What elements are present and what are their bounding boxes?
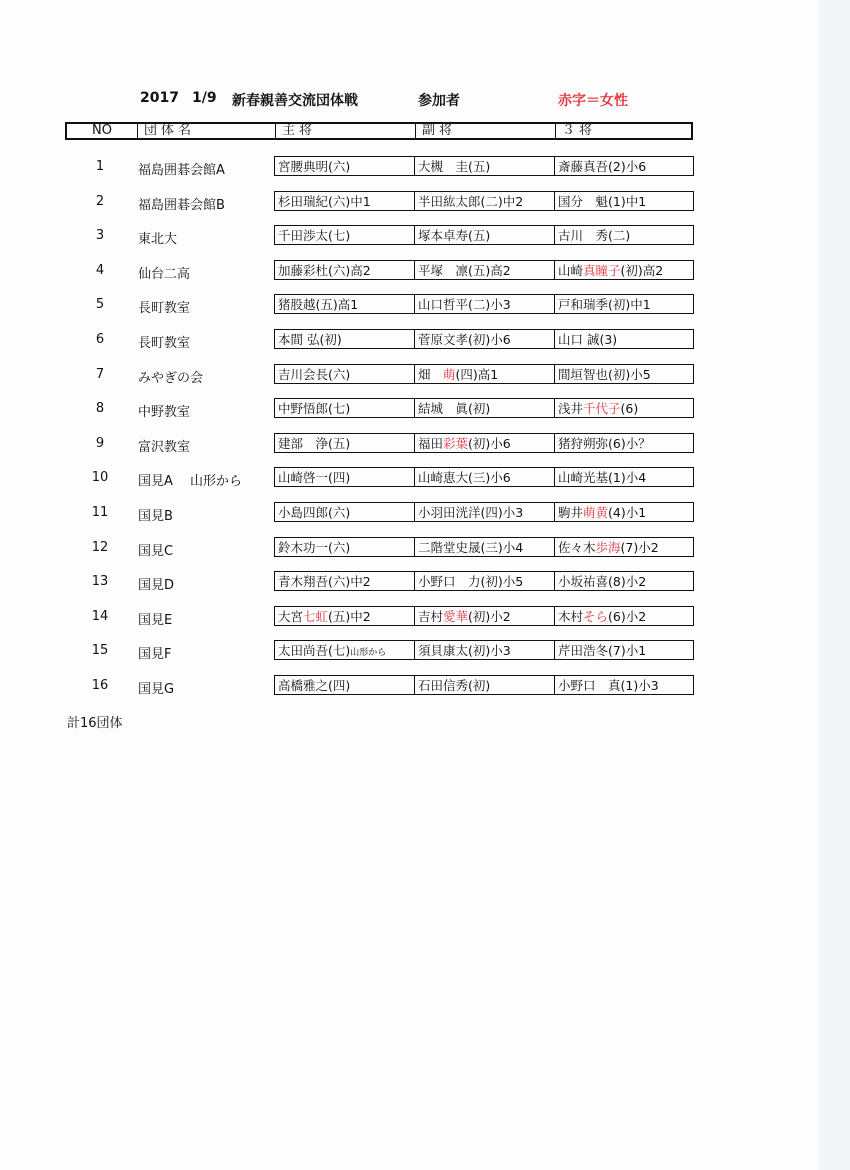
captain-cell bbox=[278, 643, 386, 659]
female-name-segment: 彩葉 bbox=[443, 435, 469, 451]
cell-divider bbox=[414, 399, 415, 417]
vice-captain-cell bbox=[418, 678, 490, 694]
team-name: 中野教室 bbox=[138, 405, 191, 421]
table-row bbox=[0, 225, 700, 247]
captain-cell bbox=[278, 159, 350, 175]
table-row bbox=[0, 260, 700, 282]
team-name: 長町教室 bbox=[138, 336, 191, 351]
team-name: 長町教室 bbox=[138, 301, 191, 317]
name-segment: 小島四郎(六) bbox=[278, 505, 351, 520]
title-date: 1/9 bbox=[192, 90, 217, 106]
row-number: 14 bbox=[91, 608, 109, 624]
row-number: 7 bbox=[95, 366, 105, 382]
team-name: 仙台二高 bbox=[138, 266, 191, 282]
cell-divider bbox=[554, 192, 555, 210]
cell-divider bbox=[554, 607, 555, 625]
name-segment: 青木翔吾(六)中2 bbox=[278, 574, 371, 590]
cell-divider bbox=[554, 365, 555, 383]
captain-cell bbox=[278, 367, 350, 383]
team-name: 富沢教室 bbox=[138, 439, 191, 455]
female-name-segment: 萌 bbox=[443, 366, 456, 382]
name-segment: (五)中2 bbox=[328, 608, 371, 624]
third-player-cell bbox=[558, 297, 651, 313]
vice-captain-cell bbox=[418, 436, 511, 452]
players-box bbox=[274, 156, 694, 176]
name-segment: 菅原文孝(初)小6 bbox=[418, 332, 511, 347]
name-segment: 半田紘太郎(二)中2 bbox=[418, 193, 524, 209]
name-segment: 宮腰典明(六) bbox=[278, 159, 351, 174]
title-participants: 参加者 bbox=[418, 93, 460, 109]
name-segment: 山口哲平(二)小3 bbox=[418, 297, 511, 313]
cell-divider bbox=[414, 468, 415, 486]
table-row bbox=[0, 364, 700, 386]
cell-divider bbox=[414, 607, 415, 625]
third-player-cell bbox=[558, 194, 646, 210]
name-segment: 駒井 bbox=[558, 505, 584, 520]
players-box bbox=[274, 433, 694, 453]
row-number: 9 bbox=[95, 435, 105, 451]
total-count: 計16団体 bbox=[67, 716, 123, 731]
players-box bbox=[274, 606, 694, 626]
name-segment: 山崎恵大(三)小6 bbox=[418, 470, 511, 486]
players-box bbox=[274, 225, 694, 245]
name-segment: 大宮 bbox=[278, 608, 304, 624]
third-player-cell bbox=[558, 540, 659, 556]
name-segment: 小坂祐喜(8)小2 bbox=[558, 574, 647, 590]
row-number: 16 bbox=[91, 678, 109, 693]
name-segment: (6) bbox=[620, 401, 639, 417]
players-box bbox=[274, 191, 694, 211]
legend-female-note: 赤字＝女性 bbox=[558, 93, 628, 109]
row-number: 2 bbox=[95, 193, 105, 209]
header-captain: 主将 bbox=[275, 124, 416, 138]
vice-captain-cell bbox=[418, 643, 511, 659]
name-segment: 吉村 bbox=[418, 608, 444, 624]
table-row bbox=[0, 640, 700, 662]
team-name: 国見F bbox=[138, 647, 172, 663]
row-number: 6 bbox=[95, 332, 105, 347]
captain-cell bbox=[278, 401, 350, 417]
cell-divider bbox=[414, 503, 415, 521]
players-box bbox=[274, 467, 694, 487]
table-row bbox=[0, 156, 700, 178]
title-event: 新春親善交流団体戦 bbox=[232, 93, 358, 109]
name-segment: 佐々木 bbox=[558, 539, 596, 555]
table-row bbox=[0, 467, 700, 489]
name-segment: 間垣智也(初)小5 bbox=[558, 366, 651, 382]
team-name: みやぎの会 bbox=[138, 370, 204, 386]
third-player-cell bbox=[558, 678, 659, 694]
third-player-cell bbox=[558, 228, 630, 244]
table-row bbox=[0, 675, 700, 697]
third-player-cell bbox=[558, 609, 646, 625]
female-name-segment: 萌黄 bbox=[583, 505, 609, 520]
players-box bbox=[274, 537, 694, 557]
cell-divider bbox=[554, 468, 555, 486]
row-number: 1 bbox=[95, 159, 105, 174]
name-segment: 猪股越(五)高1 bbox=[278, 297, 359, 313]
cell-divider bbox=[554, 295, 555, 313]
row-number: 3 bbox=[95, 228, 105, 244]
captain-cell bbox=[278, 228, 350, 244]
cell-divider bbox=[414, 365, 415, 383]
name-segment: 大槻 圭(五) bbox=[418, 159, 491, 174]
third-player-cell bbox=[558, 643, 646, 659]
third-player-cell bbox=[558, 263, 663, 279]
third-player-cell bbox=[558, 367, 651, 383]
name-segment: 猪狩朔弥(6)小？ bbox=[558, 435, 651, 451]
name-segment: 福田 bbox=[418, 435, 444, 451]
cell-divider bbox=[414, 538, 415, 556]
female-name-segment: 真瞳子 bbox=[583, 262, 621, 278]
table-row bbox=[0, 433, 700, 455]
team-name: 国見E bbox=[138, 612, 173, 628]
row-number: 11 bbox=[91, 505, 109, 520]
name-segment: 須貝康太(初)小3 bbox=[418, 643, 511, 659]
name-segment: 戸和瑞季(初)中1 bbox=[558, 297, 651, 313]
vice-captain-cell bbox=[418, 159, 490, 175]
cell-divider bbox=[554, 261, 555, 279]
captain-cell bbox=[278, 574, 371, 590]
cell-divider bbox=[554, 399, 555, 417]
name-segment: 山口 誠(3) bbox=[558, 332, 618, 347]
name-segment: 加藤彩杜(六)高2 bbox=[278, 262, 371, 278]
cell-divider bbox=[554, 538, 555, 556]
row-number: 10 bbox=[91, 470, 109, 486]
vice-captain-cell bbox=[418, 332, 511, 348]
vice-captain-cell bbox=[418, 194, 523, 210]
female-name-segment: 七虹 bbox=[303, 608, 329, 624]
row-number: 13 bbox=[91, 574, 109, 590]
captain-cell bbox=[278, 678, 350, 694]
cell-divider bbox=[554, 226, 555, 244]
third-player-cell bbox=[558, 574, 646, 590]
vice-captain-cell bbox=[418, 609, 511, 625]
captain-cell bbox=[278, 194, 371, 210]
vice-captain-cell bbox=[418, 401, 490, 417]
header-third: ３将 bbox=[555, 124, 692, 138]
players-box bbox=[274, 571, 694, 591]
vice-captain-cell bbox=[418, 297, 511, 313]
name-segment: (4)小1 bbox=[608, 505, 647, 520]
name-segment: 結城 眞(初) bbox=[418, 401, 491, 417]
table-row bbox=[0, 294, 700, 316]
name-segment: 小羽田洸洋(四)小3 bbox=[418, 505, 524, 520]
players-box bbox=[274, 329, 694, 349]
row-number: 5 bbox=[95, 297, 105, 313]
name-segment: 杉田瑞紀(六)中1 bbox=[278, 193, 371, 209]
name-segment: 山崎啓一(四) bbox=[278, 470, 351, 486]
name-segment: 二階堂史晟(三)小4 bbox=[418, 539, 524, 555]
female-name-segment: 千代子 bbox=[583, 401, 621, 417]
cell-divider bbox=[554, 572, 555, 590]
female-name-segment: そら bbox=[583, 608, 609, 624]
team-name: 福島囲碁会館A bbox=[138, 163, 225, 178]
players-box bbox=[274, 502, 694, 522]
captain-cell bbox=[278, 505, 350, 521]
cell-divider bbox=[414, 295, 415, 313]
third-player-cell bbox=[558, 332, 617, 348]
title-year: 2017 bbox=[140, 90, 179, 106]
vice-captain-cell bbox=[418, 540, 523, 556]
captain-cell bbox=[278, 609, 371, 625]
row-number: 12 bbox=[91, 539, 109, 555]
name-segment: 千田渉太(七) bbox=[278, 228, 351, 244]
name-segment: 中野悟郎(七) bbox=[278, 401, 351, 417]
team-name: 国見B bbox=[138, 509, 173, 524]
team-name: 国見G bbox=[138, 682, 175, 697]
name-segment: 石田信秀(初) bbox=[418, 678, 491, 693]
captain-cell bbox=[278, 263, 371, 279]
third-player-cell bbox=[558, 401, 638, 417]
header-no: NO bbox=[92, 123, 112, 138]
table-row bbox=[0, 571, 700, 593]
cell-divider bbox=[414, 330, 415, 348]
vice-captain-cell bbox=[418, 228, 490, 244]
name-segment: 芹田浩冬(7)小1 bbox=[558, 643, 647, 659]
table-row bbox=[0, 606, 700, 628]
name-segment: 山崎光基(1)小4 bbox=[558, 470, 647, 486]
name-segment: 高橋雅之(四) bbox=[278, 678, 351, 693]
name-segment: 吉川会長(六) bbox=[278, 366, 351, 382]
table-row bbox=[0, 329, 700, 351]
team-name: 東北大 bbox=[138, 232, 178, 248]
players-box bbox=[274, 364, 694, 384]
name-segment: (初)高2 bbox=[620, 262, 664, 278]
captain-cell bbox=[278, 470, 350, 486]
name-segment: (初)小6 bbox=[468, 435, 511, 451]
cell-divider bbox=[414, 226, 415, 244]
players-box bbox=[274, 398, 694, 418]
players-box bbox=[274, 294, 694, 314]
row-number: 4 bbox=[95, 262, 105, 278]
name-segment: 山形から bbox=[350, 648, 387, 659]
table-header bbox=[65, 122, 693, 140]
cell-divider bbox=[554, 330, 555, 348]
vice-captain-cell bbox=[418, 574, 523, 590]
cell-divider bbox=[414, 641, 415, 659]
name-segment: 古川 秀(二) bbox=[558, 228, 631, 244]
captain-cell bbox=[278, 540, 350, 556]
table-row bbox=[0, 191, 700, 213]
team-name: 国見C bbox=[138, 543, 174, 559]
captain-cell bbox=[278, 332, 342, 348]
name-segment: 山崎 bbox=[558, 262, 584, 278]
third-player-cell bbox=[558, 159, 646, 175]
table-row bbox=[0, 537, 700, 559]
name-segment: 塚本卓寿(五) bbox=[418, 228, 491, 244]
cell-divider bbox=[554, 676, 555, 694]
cell-divider bbox=[414, 261, 415, 279]
cell-divider bbox=[414, 192, 415, 210]
name-segment: (6)小2 bbox=[608, 608, 647, 624]
vice-captain-cell bbox=[418, 367, 498, 383]
team-name: 福島囲碁会館B bbox=[138, 197, 225, 213]
name-segment: 木村 bbox=[558, 608, 584, 624]
third-player-cell bbox=[558, 505, 646, 521]
name-segment: 太田尚吾(七) bbox=[278, 643, 351, 659]
name-segment: (四)高1 bbox=[455, 366, 499, 382]
cell-divider bbox=[554, 434, 555, 452]
name-segment: (初)小2 bbox=[468, 608, 511, 624]
name-segment: 浅井 bbox=[558, 401, 584, 417]
table-row bbox=[0, 502, 700, 524]
cell-divider bbox=[554, 157, 555, 175]
captain-cell bbox=[278, 436, 350, 452]
players-box bbox=[274, 260, 694, 280]
cell-divider bbox=[414, 157, 415, 175]
name-segment: 小野口 真(1)小3 bbox=[558, 678, 659, 693]
name-segment: 建部 浄(五) bbox=[278, 435, 351, 451]
name-segment: 小野口 力(初)小5 bbox=[418, 574, 524, 590]
name-segment: (7)小2 bbox=[620, 539, 659, 555]
cell-divider bbox=[414, 676, 415, 694]
cell-divider bbox=[554, 641, 555, 659]
vice-captain-cell bbox=[418, 470, 511, 486]
vice-captain-cell bbox=[418, 505, 523, 521]
captain-cell bbox=[278, 297, 358, 313]
name-segment: 平塚 凛(五)高2 bbox=[418, 262, 511, 278]
third-player-cell bbox=[558, 436, 651, 452]
cell-divider bbox=[414, 434, 415, 452]
row-number: 8 bbox=[95, 401, 105, 417]
female-name-segment: 歩海 bbox=[595, 539, 621, 555]
third-player-cell bbox=[558, 470, 646, 486]
players-box bbox=[274, 640, 694, 660]
name-segment: 国分 魁(1)中1 bbox=[558, 193, 647, 209]
cell-divider bbox=[554, 503, 555, 521]
female-name-segment: 愛華 bbox=[443, 608, 469, 624]
scan-margin bbox=[818, 0, 850, 1170]
name-segment: 本間 弘(初) bbox=[278, 332, 342, 347]
name-segment: 斎藤真吾(2)小6 bbox=[558, 159, 647, 174]
cell-divider bbox=[414, 572, 415, 590]
team-name: 国見A 山形から bbox=[138, 474, 243, 490]
header-team: 団体名 bbox=[137, 124, 278, 138]
row-number: 15 bbox=[91, 643, 109, 659]
header-vice: 副将 bbox=[415, 124, 556, 138]
table-row bbox=[0, 398, 700, 420]
players-box bbox=[274, 675, 694, 695]
vice-captain-cell bbox=[418, 263, 511, 279]
name-segment: 畑 bbox=[418, 366, 444, 382]
name-segment: 鈴木功一(六) bbox=[278, 539, 351, 555]
team-name: 国見D bbox=[138, 578, 175, 594]
